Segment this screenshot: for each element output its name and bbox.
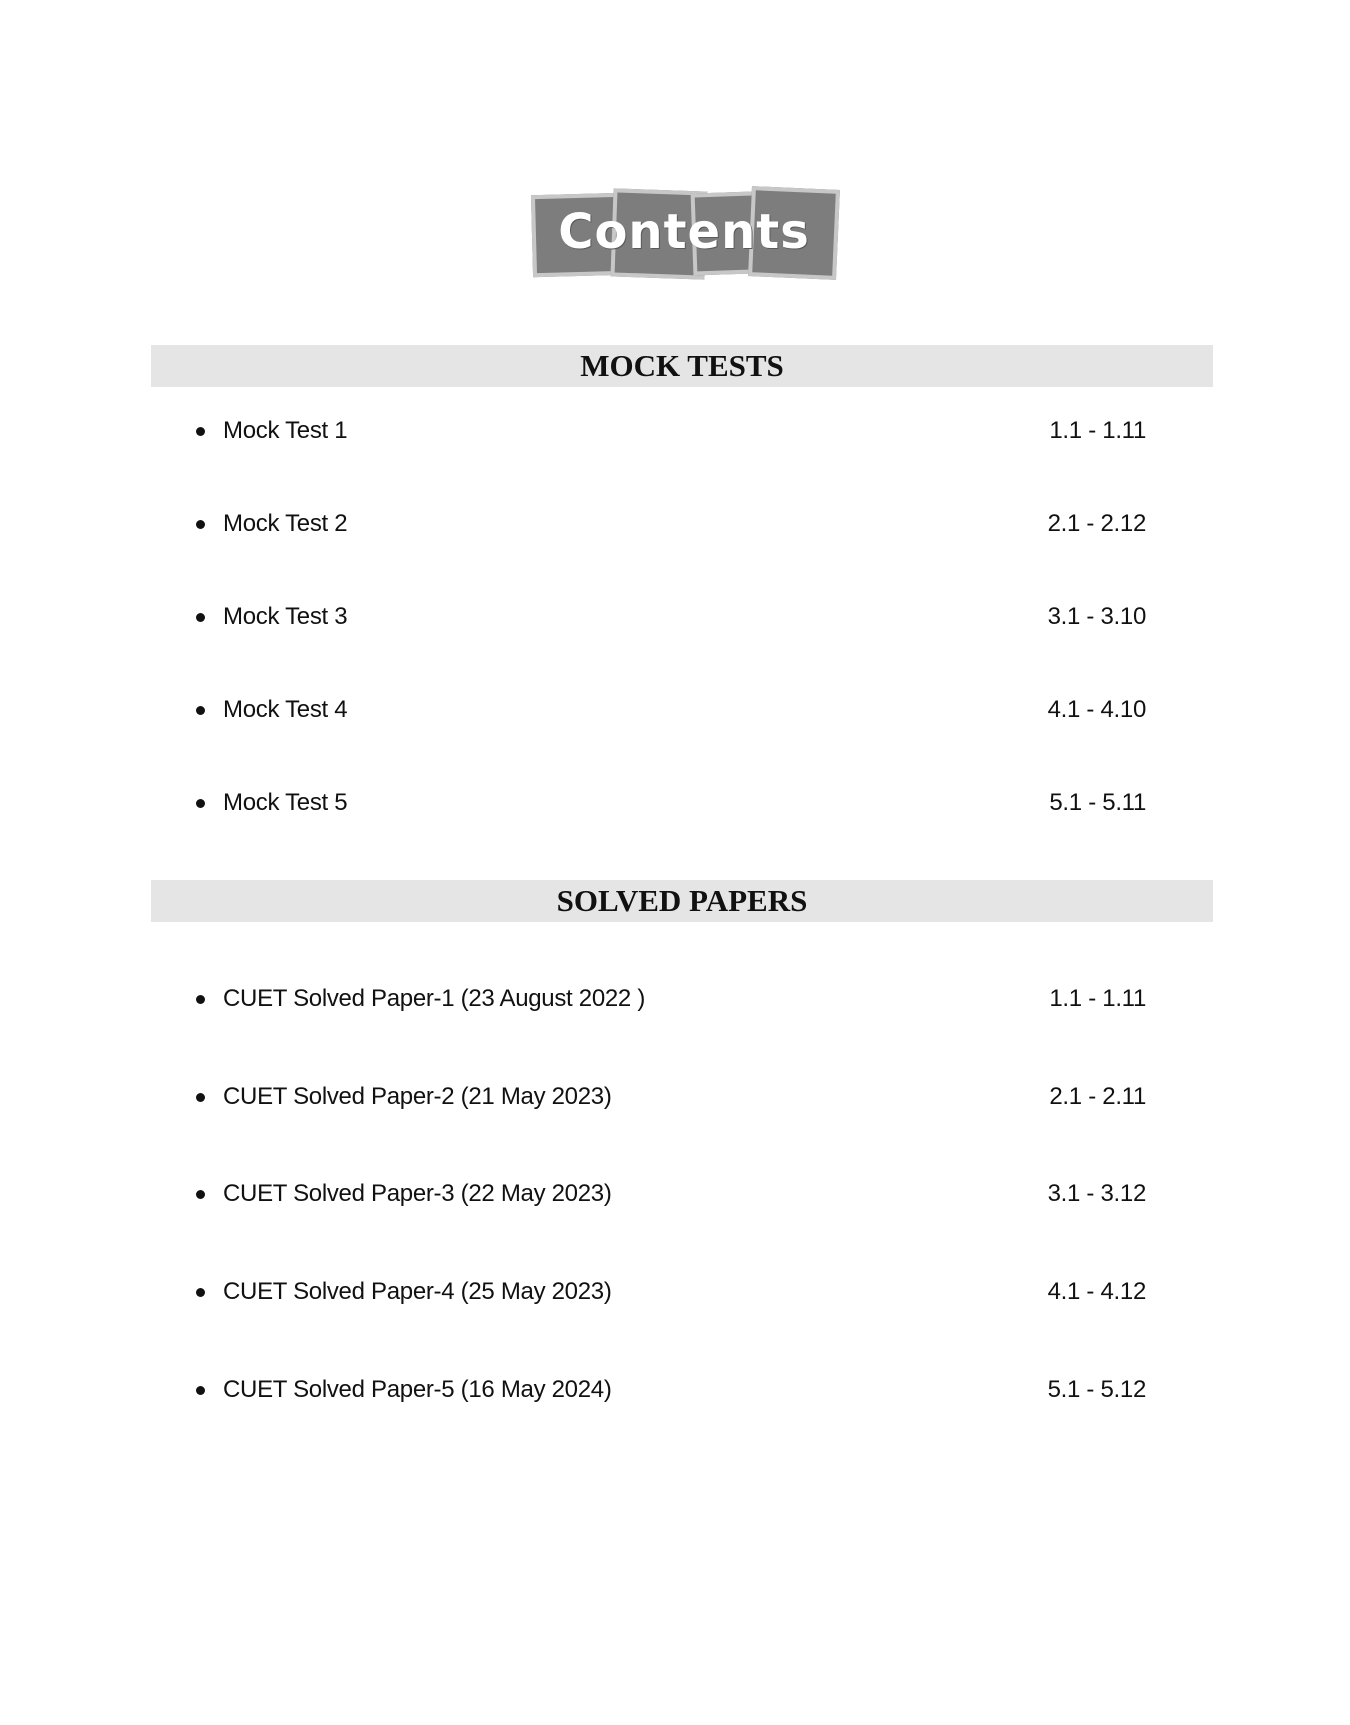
toc-item-pages: 2.1 - 2.11 [1049,1083,1146,1110]
toc-item-label: Mock Test 3 [223,603,348,630]
toc-item-pages: 5.1 - 5.11 [1049,789,1146,816]
bullet-icon [196,613,205,622]
contents-logo [524,180,844,292]
toc-item-label: Mock Test 5 [223,789,348,816]
bullet-icon [196,799,205,808]
toc-item-mock-test-1[interactable] [196,414,1146,448]
toc-item-mock-test-4[interactable] [196,693,1146,727]
toc-item-mock-test-3[interactable] [196,600,1146,634]
bullet-icon [196,706,205,715]
toc-item-solved-paper-4[interactable] [196,1275,1146,1309]
section-heading-solved-papers: SOLVED PAPERS [151,880,1213,922]
toc-item-label: CUET Solved Paper-3 (22 May 2023) [223,1180,612,1207]
toc-item-solved-paper-1[interactable] [196,982,1146,1016]
toc-item-label: Mock Test 2 [223,510,348,537]
toc-item-solved-paper-2[interactable] [196,1080,1146,1114]
toc-item-mock-test-5[interactable] [196,786,1146,820]
bullet-icon [196,1093,205,1102]
toc-item-pages: 4.1 - 4.12 [1047,1278,1146,1305]
toc-item-pages: 2.1 - 2.12 [1047,510,1146,537]
toc-item-label: Mock Test 1 [223,417,348,444]
toc-item-label: CUET Solved Paper-1 (23 August 2022 ) [223,985,646,1012]
toc-item-label: CUET Solved Paper-2 (21 May 2023) [223,1083,612,1110]
toc-item-pages: 5.1 - 5.12 [1047,1376,1146,1403]
toc-item-label: CUET Solved Paper-4 (25 May 2023) [223,1278,612,1305]
toc-item-pages: 3.1 - 3.10 [1047,603,1146,630]
bullet-icon [196,520,205,529]
toc-item-pages: 1.1 - 1.11 [1049,985,1146,1012]
toc-item-pages: 3.1 - 3.12 [1047,1180,1146,1207]
toc-item-mock-test-2[interactable] [196,507,1146,541]
toc-item-label: CUET Solved Paper-5 (16 May 2024) [223,1376,612,1403]
toc-item-pages: 4.1 - 4.10 [1047,696,1146,723]
toc-item-label: Mock Test 4 [223,696,348,723]
toc-item-solved-paper-3[interactable] [196,1177,1146,1211]
bullet-icon [196,1288,205,1297]
logo-text: Contents [558,204,810,260]
section-heading-mock-tests: MOCK TESTS [151,345,1213,387]
bullet-icon [196,1190,205,1199]
bullet-icon [196,1386,205,1395]
bullet-icon [196,995,205,1004]
bullet-icon [196,427,205,436]
toc-item-solved-paper-5[interactable] [196,1373,1146,1407]
toc-item-pages: 1.1 - 1.11 [1049,417,1146,444]
